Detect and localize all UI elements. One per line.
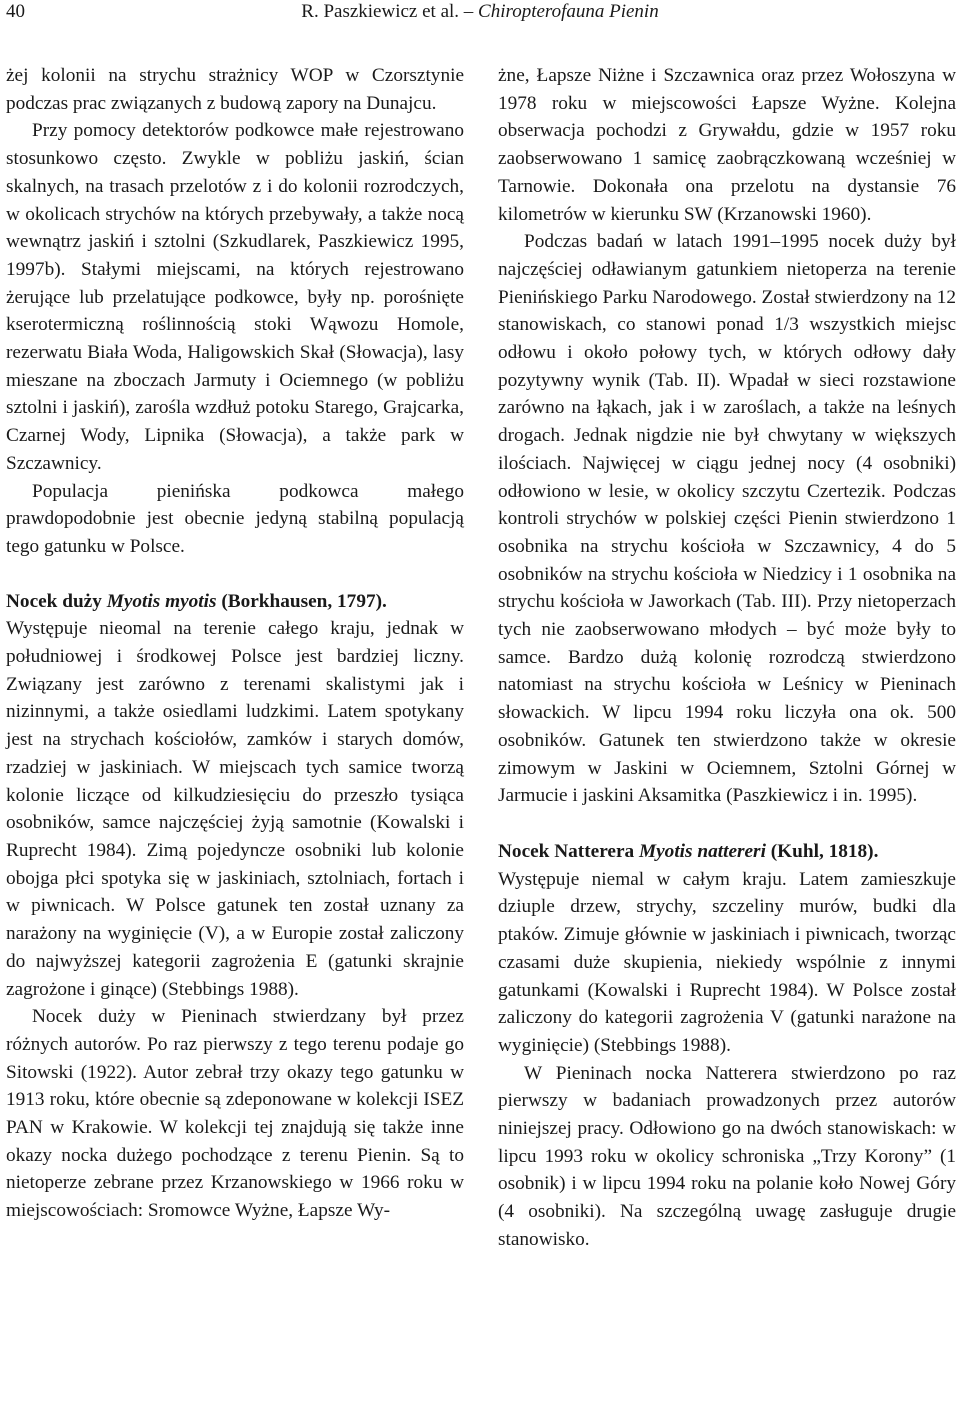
page-number: 40 xyxy=(6,1,25,22)
paragraph: żne, Łapsze Niżne i Szczawnica oraz przez Wołoszyna w 1978 roku w miejscowości Łapsze Wyżne. Kolejna obserwacja pochodzi z Grywałdu, gdzie w 1957 roku zaobserwowano 1 samicę zaobrączkowaną wcześniej w Tarnowie. Dokonała ona przelotu na dystansie 76 kilometrów w kierunku SW (Krzanowski 1960). xyxy=(498,65,956,225)
species-heading-common: Nocek Natterera xyxy=(498,840,639,862)
paragraph: Populacja pienińska podkowca małego prawdopodobnie jest obecnie jedyną stabilną populacją tego gatunku w Polsce. xyxy=(6,480,464,557)
paragraph: Przy pomocy detektorów podkowce małe rejestrowano stosunkowo często. Zwykle w pobliżu jaskiń, ścian skalnych, na trasach przelotów z i do kolonii rozrodczych, w okolicach strychów na których przebywały, a także nocą wewnątrz jaskiń i sztolni (Szkudlarek, Paszkiewicz 1995, 1997b). Stałymi miejscami, na których rejestrowano żerujące lub przelatujące podkowce, były np. porośnięte kserotermiczną roślinnością stoki Wąwozu Homole, rezerwatu Biała Woda, Haligowskich Skał (Słowacja), lasy mieszane na zboczach Jarmuty i Ociemnego (w pobliżu sztolni i jaskiń), zarośla wzdłuż potoku Starego, Grajcarka, Czarnej Wody, Lipnika (Słowacja), a także park w Szczawnicy. xyxy=(6,120,464,474)
paragraph: Podczas badań w latach 1991–1995 nocek duży był najczęściej odławianym gatunkiem nietoperza na terenie Pienińskiego Parku Narodowego. Został stwierdzony na 12 stanowiskach, co stanowi ponad 1/3 wszystkich miejsc odłowu i około połowy tych, w których odłowy dały pozytywny wynik (Tab. II). Wpadał w sieci rozstawione zarówno na łąkach, jak i w zaroślach, a także na leśnych drogach. Jednak nigdzie nie był chwytany w większych ilościach. Najwięcej w ciągu jednej nocy (4 osobniki) odłowiono w lesie, w okolicy szczytu Czertezik. Podczas kontroli strychów w polskiej części Pienin stwierdzono 1 osobnika na strychu kościoła w Szczawnicy, 4 do 5 osobników na strychu kościoła w Niedzicy i 1 osobnika na strychu kościoła w Jaworkach (Tab. III). Przy nietoperzach tych nie zaobserwowano młodych – być może były to samce. Bardzo dużą kolonię rozrodczą stwierdzono natomiast na strychu kościoła w Leśnicy w Pieninach słowackich. W lipcu 1994 roku liczyła ona ok. 500 osobników. Gatunek ten stwierdzono także w okresie zimowym w Jaskini w Ociemnem, Sztolni Górnej w Jarmucie i jaskini Aksamitka (Paszkiewicz i in. 1995). xyxy=(498,231,956,807)
species-heading-latin: Myotis myotis xyxy=(106,590,217,612)
left-column xyxy=(6,62,464,1225)
running-title xyxy=(0,0,960,24)
paragraph: Występuje niemal w całym kraju. Latem zamieszkuje dziuple drzew, strychy, szczeliny murów, budki dla ptaków. Zimuje głównie w jaskiniach i piwnicach, tworząc czasami duże skupienia, niekiedy wspólnie z innymi gatunkami (Kowalski i Ruprecht 1984). W Polsce został zaliczony do kategorii zagrożenia V (gatunki narażone na wyginięcie) (Stebbings 1988). xyxy=(498,868,956,1056)
species-heading xyxy=(6,588,464,616)
species-heading-common: Nocek duży xyxy=(6,590,107,612)
header-dash: – xyxy=(459,1,479,22)
species-heading-author: (Borkhausen, 1797). xyxy=(216,590,387,612)
paragraph: Nocek duży w Pieninach stwierdzany był przez różnych autorów. Po raz pierwszy z tego terenu podaje go Sitowski (1922). Autor zebrał trzy okazy tego gatunku w 1913 roku, które obecnie są zdeponowane w kolekcji ISEZ PAN w Krakowie. W kolekcji tej znajdują się także inne okazy nocka dużego pochodzące z terenu Pienin. Są to nietoperze zebrane przez Krzanowskiego w 1966 roku w miejscowościach: Sromowce Wyżne, Łapsze Wy- xyxy=(6,1006,464,1222)
running-header xyxy=(0,0,960,26)
header-authors: R. Paszkiewicz et al. xyxy=(301,1,460,22)
species-heading-latin: Myotis nattereri xyxy=(638,840,766,862)
right-column xyxy=(498,62,956,1254)
species-heading xyxy=(498,838,956,866)
paragraph: Występuje nieomal na terenie całego kraju, jednak w południowej i środkowej Polsce jest bardziej liczny. Związany jest zarówno z terenami skalistymi jak i nizinnymi, a także osiedlami ludzkimi. Latem spotykany jest na strychach kościołów, zamków i starych domów, rzadziej w jaskiniach. W miejscach tych samice tworzą kolonie liczące od kilkudziesięciu do przeszło tysiąca osobników, samce najczęściej żyją samotnie (Kowalski i Ruprecht 1984). Zimą pojedyncze osobniki lub kolonie obojga płci spotyka się w jaskiniach, sztolniach, fortach i w piwnicach. W Polsce gatunek ten został uznany za narażony na wyginięcie (V), a w Europie został zaliczony do najwyższej kategorii zagrożenia E (gatunki skrajnie zagrożone i ginące) (Stebbings 1988). xyxy=(6,618,464,1000)
header-title: Chiropterofauna Pienin xyxy=(478,1,659,22)
species-heading-author: (Kuhl, 1818). xyxy=(765,840,879,862)
paragraph: żej kolonii na strychu strażnicy WOP w Czorsztynie podczas prac związanych z budową zapory na Dunajcu. xyxy=(6,65,464,114)
paragraph: W Pieninach nocka Natterera stwierdzono po raz pierwszy w badaniach prowadzonych przez autorów niniejszej pracy. Odłowiono go na dwóch stanowiskach: w lipcu 1993 roku w okolicy schroniska „Trzy Korony” (1 osobnik) i w lipcu 1994 roku na polanie koło Nowej Góry (4 osobniki). Na szczególną uwagę zasługuje drugie stanowisko. xyxy=(498,1062,956,1250)
